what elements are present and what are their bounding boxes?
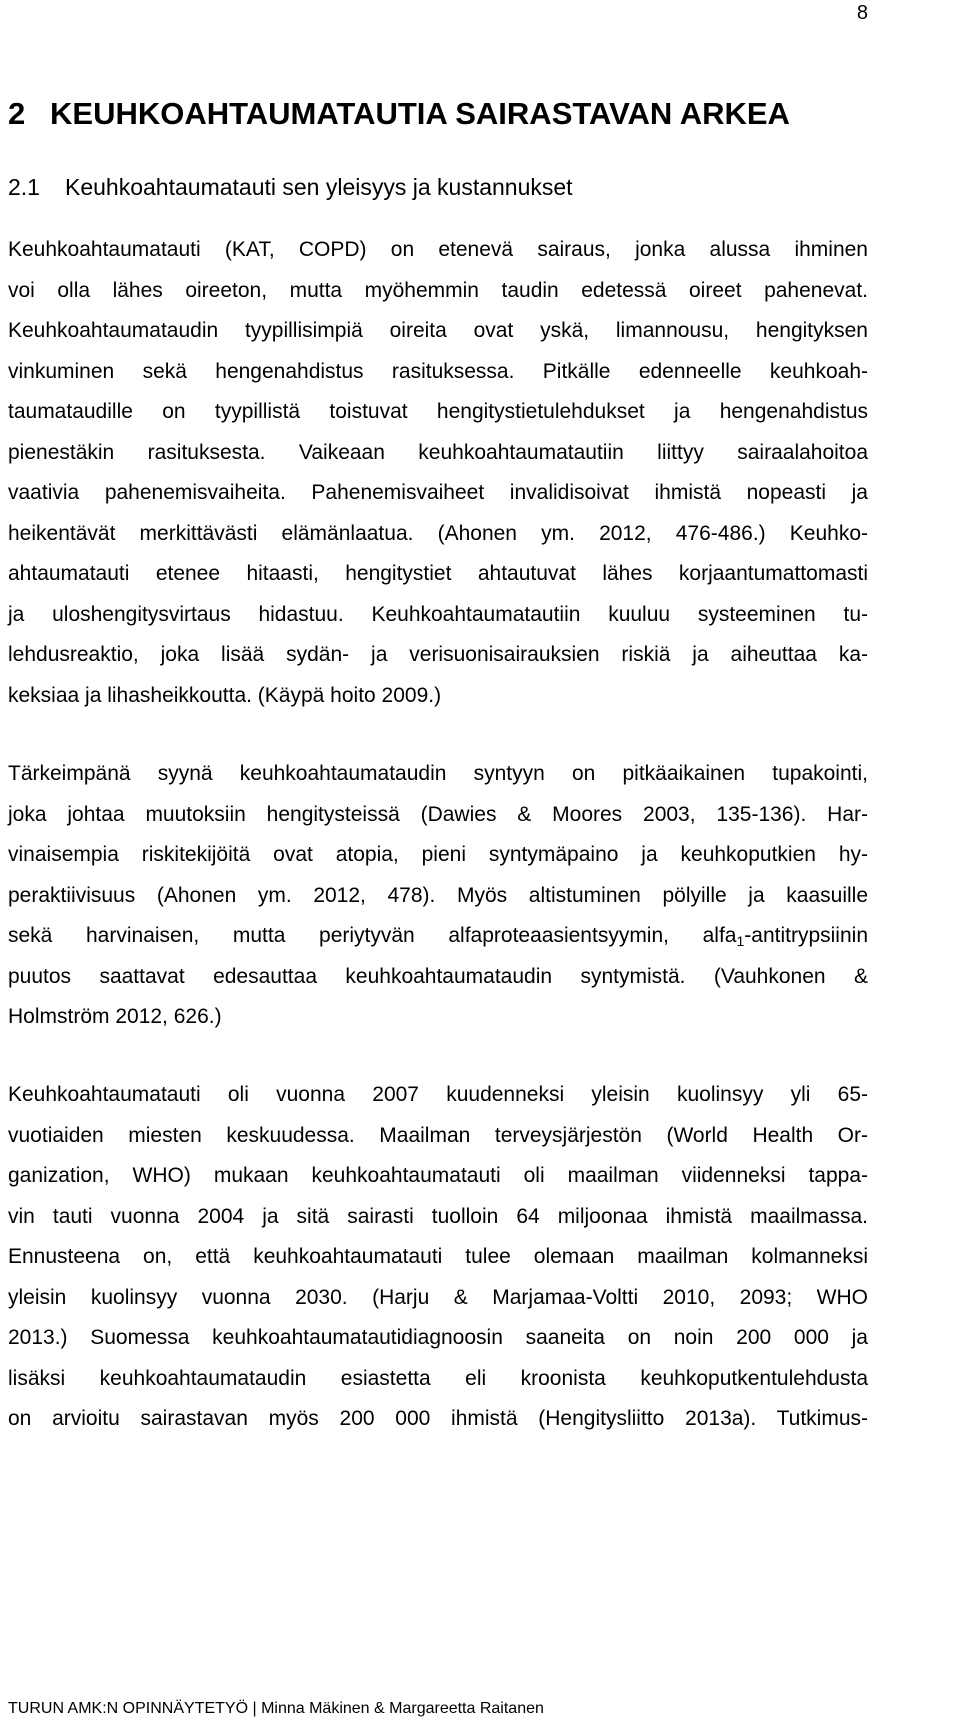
- text-line: Holmström 2012, 626.): [8, 1005, 222, 1028]
- page-footer: TURUN AMK:N OPINNÄYTETYÖ | Minna Mäkinen & Margareetta Raitanen: [8, 1700, 544, 1717]
- text-line: ahtaumatauti etenee hitaasti, hengitystiet ahtautuvat lähes korjaantumattomasti: [8, 562, 868, 585]
- text-line: pienestäkin rasituksesta. Vaikeaan keuhkoahtaumatautiin liittyy sairaalahoitoa: [8, 440, 868, 464]
- text-line: vinkuminen sekä hengenahdistus rasituksessa. Pitkälle edenneelle keuhkoah-: [8, 359, 868, 383]
- text-line: vaativia pahenemisvaiheita. Pahenemisvaiheet invalidisoivat ihmistä nopeasti ja: [8, 481, 868, 504]
- paragraph-2: [8, 754, 868, 1038]
- text-line: ja uloshengitysvirtaus hidastuu. Keuhkoahtaumatautiin kuuluu systeeminen tu-: [8, 602, 868, 626]
- text-line: ganization, WHO) mukaan keuhkoahtaumatauti oli maailman viidenneksi tappa-: [8, 1164, 868, 1187]
- text-line-with-subscript: [8, 916, 868, 957]
- text-line: Tärkeimpänä syynä keuhkoahtaumataudin syntyyn on pitkäaikainen tupakointi,: [8, 762, 868, 785]
- text-line: lisäksi keuhkoahtaumataudin esiastetta eli kroonista keuhkoputkentulehdusta: [8, 1366, 868, 1390]
- text-line: Keuhkoahtaumatauti (KAT, COPD) on etenevä sairaus, jonka alussa ihminen: [8, 238, 868, 261]
- text-line: peraktiivisuus (Ahonen ym. 2012, 478). Myös altistuminen pölyille ja kaasuille: [8, 883, 868, 907]
- text-line: vinaisempia riskitekijöitä ovat atopia, pieni syntymäpaino ja keuhkoputkien hy-: [8, 843, 868, 866]
- text-line: puutos saattavat edesauttaa keuhkoahtaumataudin syntymistä. (Vauhkonen &: [8, 964, 868, 988]
- chapter-title-text: KEUHKOAHTAUMATAUTIA SAIRASTAVAN ARKEA: [50, 96, 790, 131]
- page-number: 8: [856, 2, 868, 24]
- text-line: voi olla lähes oireeton, mutta myöhemmin taudin edetessä oireet pahenevat.: [8, 278, 868, 302]
- text-segment: sekä harvinaisen, mutta periytyvän alfaproteaasientsyymin, alfa: [8, 924, 737, 947]
- chapter-number: 2: [8, 96, 26, 131]
- text-line: Keuhkoahtaumatauti oli vuonna 2007 kuudenneksi yleisin kuolinsyy yli 65-: [8, 1083, 868, 1106]
- text-line: taumataudille on tyypillistä toistuvat hengitystietulehdukset ja hengenahdistus: [8, 400, 868, 423]
- text-line: lehdusreaktio, joka lisää sydän- ja verisuonisairauksien riskiä ja aiheuttaa ka-: [8, 643, 868, 666]
- text-line: vuotiaiden miesten keskuudessa. Maailman terveysjärjestön (World Health Or-: [8, 1123, 868, 1147]
- section-title: [8, 174, 573, 201]
- text-line: on arvioitu sairastavan myös 200 000 ihmistä (Hengitysliitto 2013a). Tutkimus-: [8, 1407, 868, 1430]
- text-segment: -antitrypsiinin: [744, 924, 868, 947]
- text-line: keksiaa ja lihasheikkoutta. (Käypä hoito 2009.): [8, 683, 442, 707]
- text-line: Ennusteena on, että keuhkoahtaumatauti tulee olemaan maailman kolmanneksi: [8, 1245, 868, 1268]
- text-line: yleisin kuolinsyy vuonna 2030. (Harju & Marjamaa-Voltti 2010, 2093; WHO: [8, 1285, 868, 1309]
- text-line: joka johtaa muutoksiin hengitysteissä (Dawies & Moores 2003, 135-136). Har-: [8, 802, 868, 826]
- text-line: 2013.) Suomessa keuhkoahtaumatautidiagnoosin saaneita on noin 200 000 ja: [8, 1326, 868, 1349]
- text-line: Keuhkoahtaumataudin tyypillisimpiä oireita ovat yskä, limannousu, hengityksen: [8, 319, 868, 342]
- chapter-title: [8, 96, 790, 132]
- text-line: heikentävät merkittävästi elämänlaatua. (Ahonen ym. 2012, 476-486.) Keuhko-: [8, 521, 868, 545]
- subscript: 1: [736, 933, 745, 949]
- paragraph-1: [8, 230, 868, 716]
- section-number: 2.1: [8, 174, 40, 200]
- text-line: vin tauti vuonna 2004 ja sitä sairasti tuolloin 64 miljoonaa ihmistä maailmassa.: [8, 1204, 868, 1228]
- paragraph-3: [8, 1075, 868, 1440]
- section-title-text: Keuhkoahtaumatauti sen yleisyys ja kustannukset: [65, 174, 573, 200]
